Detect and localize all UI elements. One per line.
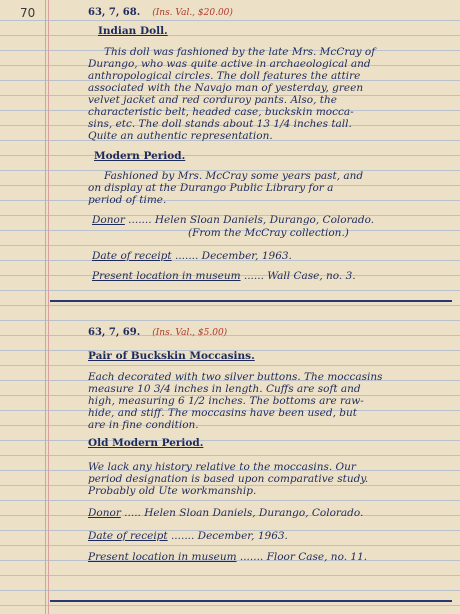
- entry2-title: Pair of Buckskin Moccasins.: [88, 350, 255, 362]
- page-number: 70: [20, 6, 36, 20]
- entry1-donor-note: (From the McCray collection.): [188, 227, 349, 239]
- entry1-donor-label: Donor: [92, 214, 125, 226]
- entry1-desc-line: velvet jacket and red corduroy pants. Also, the: [88, 94, 337, 106]
- entry2-donor: Donor ..... Helen Sloan Daniels, Durango, Colorado.: [88, 507, 364, 519]
- entry1-catalog: 63, 7, 68.: [88, 7, 141, 18]
- entry1-location-value: Wall Case, no. 3.: [267, 270, 356, 282]
- entry1-header: [88, 6, 233, 19]
- section-divider: [50, 300, 452, 302]
- entry1-receipt-label: Date of receipt: [92, 250, 172, 262]
- entry2-period-line: Probably old Ute workmanship.: [88, 485, 257, 497]
- entry2-desc-line: hide, and stiff. The moccasins have been used, but: [88, 407, 357, 419]
- entry2-period-line: period designation is based upon comparative study.: [88, 473, 369, 485]
- entry1-desc-line: Quite an authentic representation.: [88, 130, 273, 142]
- entry1-period-line: Fashioned by Mrs. McCray some years past, and: [104, 170, 364, 182]
- entry1-title: Indian Doll.: [98, 25, 168, 37]
- entry2-desc-line: high, measuring 6 1/2 inches. The bottoms are raw-: [88, 395, 364, 407]
- bottom-rule: [50, 600, 452, 602]
- entry1-location-label: Present location in museum: [92, 270, 241, 282]
- entry1-donor-value: Helen Sloan Daniels, Durango, Colorado.: [154, 214, 375, 226]
- entry1-location: Present location in museum ...... Wall Case, no. 3.: [92, 270, 356, 282]
- entry2-receipt: Date of receipt ....... December, 1963.: [88, 530, 288, 542]
- entry1-desc-line: associated with the Navajo man of yesterday, green: [88, 82, 364, 94]
- entry2-period-line: We lack any history relative to the moccasins. Our: [88, 461, 356, 473]
- entry1-receipt-value: December, 1963.: [201, 250, 292, 262]
- entry2-location: Present location in museum ....... Floor Case, no. 11.: [88, 551, 368, 563]
- entry1-period-line: on display at the Durango Public Library for a: [88, 182, 334, 194]
- entry2-receipt-label: Date of receipt: [88, 530, 168, 542]
- entry1-desc-line: sins, etc. The doll stands about 13 1/4 inches tall.: [88, 118, 352, 130]
- entry1-desc-line: Durango, who was quite active in archaeological and: [88, 58, 371, 70]
- entry2-period-heading: Old Modern Period.: [88, 437, 204, 449]
- entry2-valuation: (Ins. Val., $5.00): [152, 328, 228, 338]
- entry2-receipt-value: December, 1963.: [197, 530, 288, 542]
- entry1-donor: Donor ....... Helen Sloan Daniels, Durango, Colorado.: [92, 214, 375, 226]
- entry2-catalog: 63, 7, 69.: [88, 327, 141, 338]
- entry2-location-label: Present location in museum: [88, 551, 237, 563]
- entry2-desc-line: measure 10 3/4 inches in length. Cuffs are soft and: [88, 383, 361, 395]
- entry2-donor-value: Helen Sloan Daniels, Durango, Colorado.: [144, 507, 364, 519]
- margin-line: [45, 0, 49, 614]
- entry1-period-heading: Modern Period.: [94, 150, 186, 162]
- entry2-header: [88, 326, 227, 339]
- entry1-period-line: period of time.: [88, 194, 167, 206]
- entry1-desc-line: characteristic belt, headed case, buckskin mocca-: [88, 106, 354, 118]
- entry2-desc-line: Each decorated with two silver buttons. The moccasins: [88, 371, 383, 383]
- entry1-desc-line: This doll was fashioned by the late Mrs. McCray of: [104, 46, 376, 58]
- entry1-receipt: Date of receipt ....... December, 1963.: [92, 250, 292, 262]
- entry1-valuation: (Ins. Val., $20.00): [152, 8, 233, 18]
- entry2-donor-label: Donor: [88, 507, 121, 519]
- entry2-location-value: Floor Case, no. 11.: [266, 551, 368, 563]
- entry1-desc-line: anthropological circles. The doll features the attire: [88, 70, 361, 82]
- entry2-desc-line: are in fine condition.: [88, 419, 199, 431]
